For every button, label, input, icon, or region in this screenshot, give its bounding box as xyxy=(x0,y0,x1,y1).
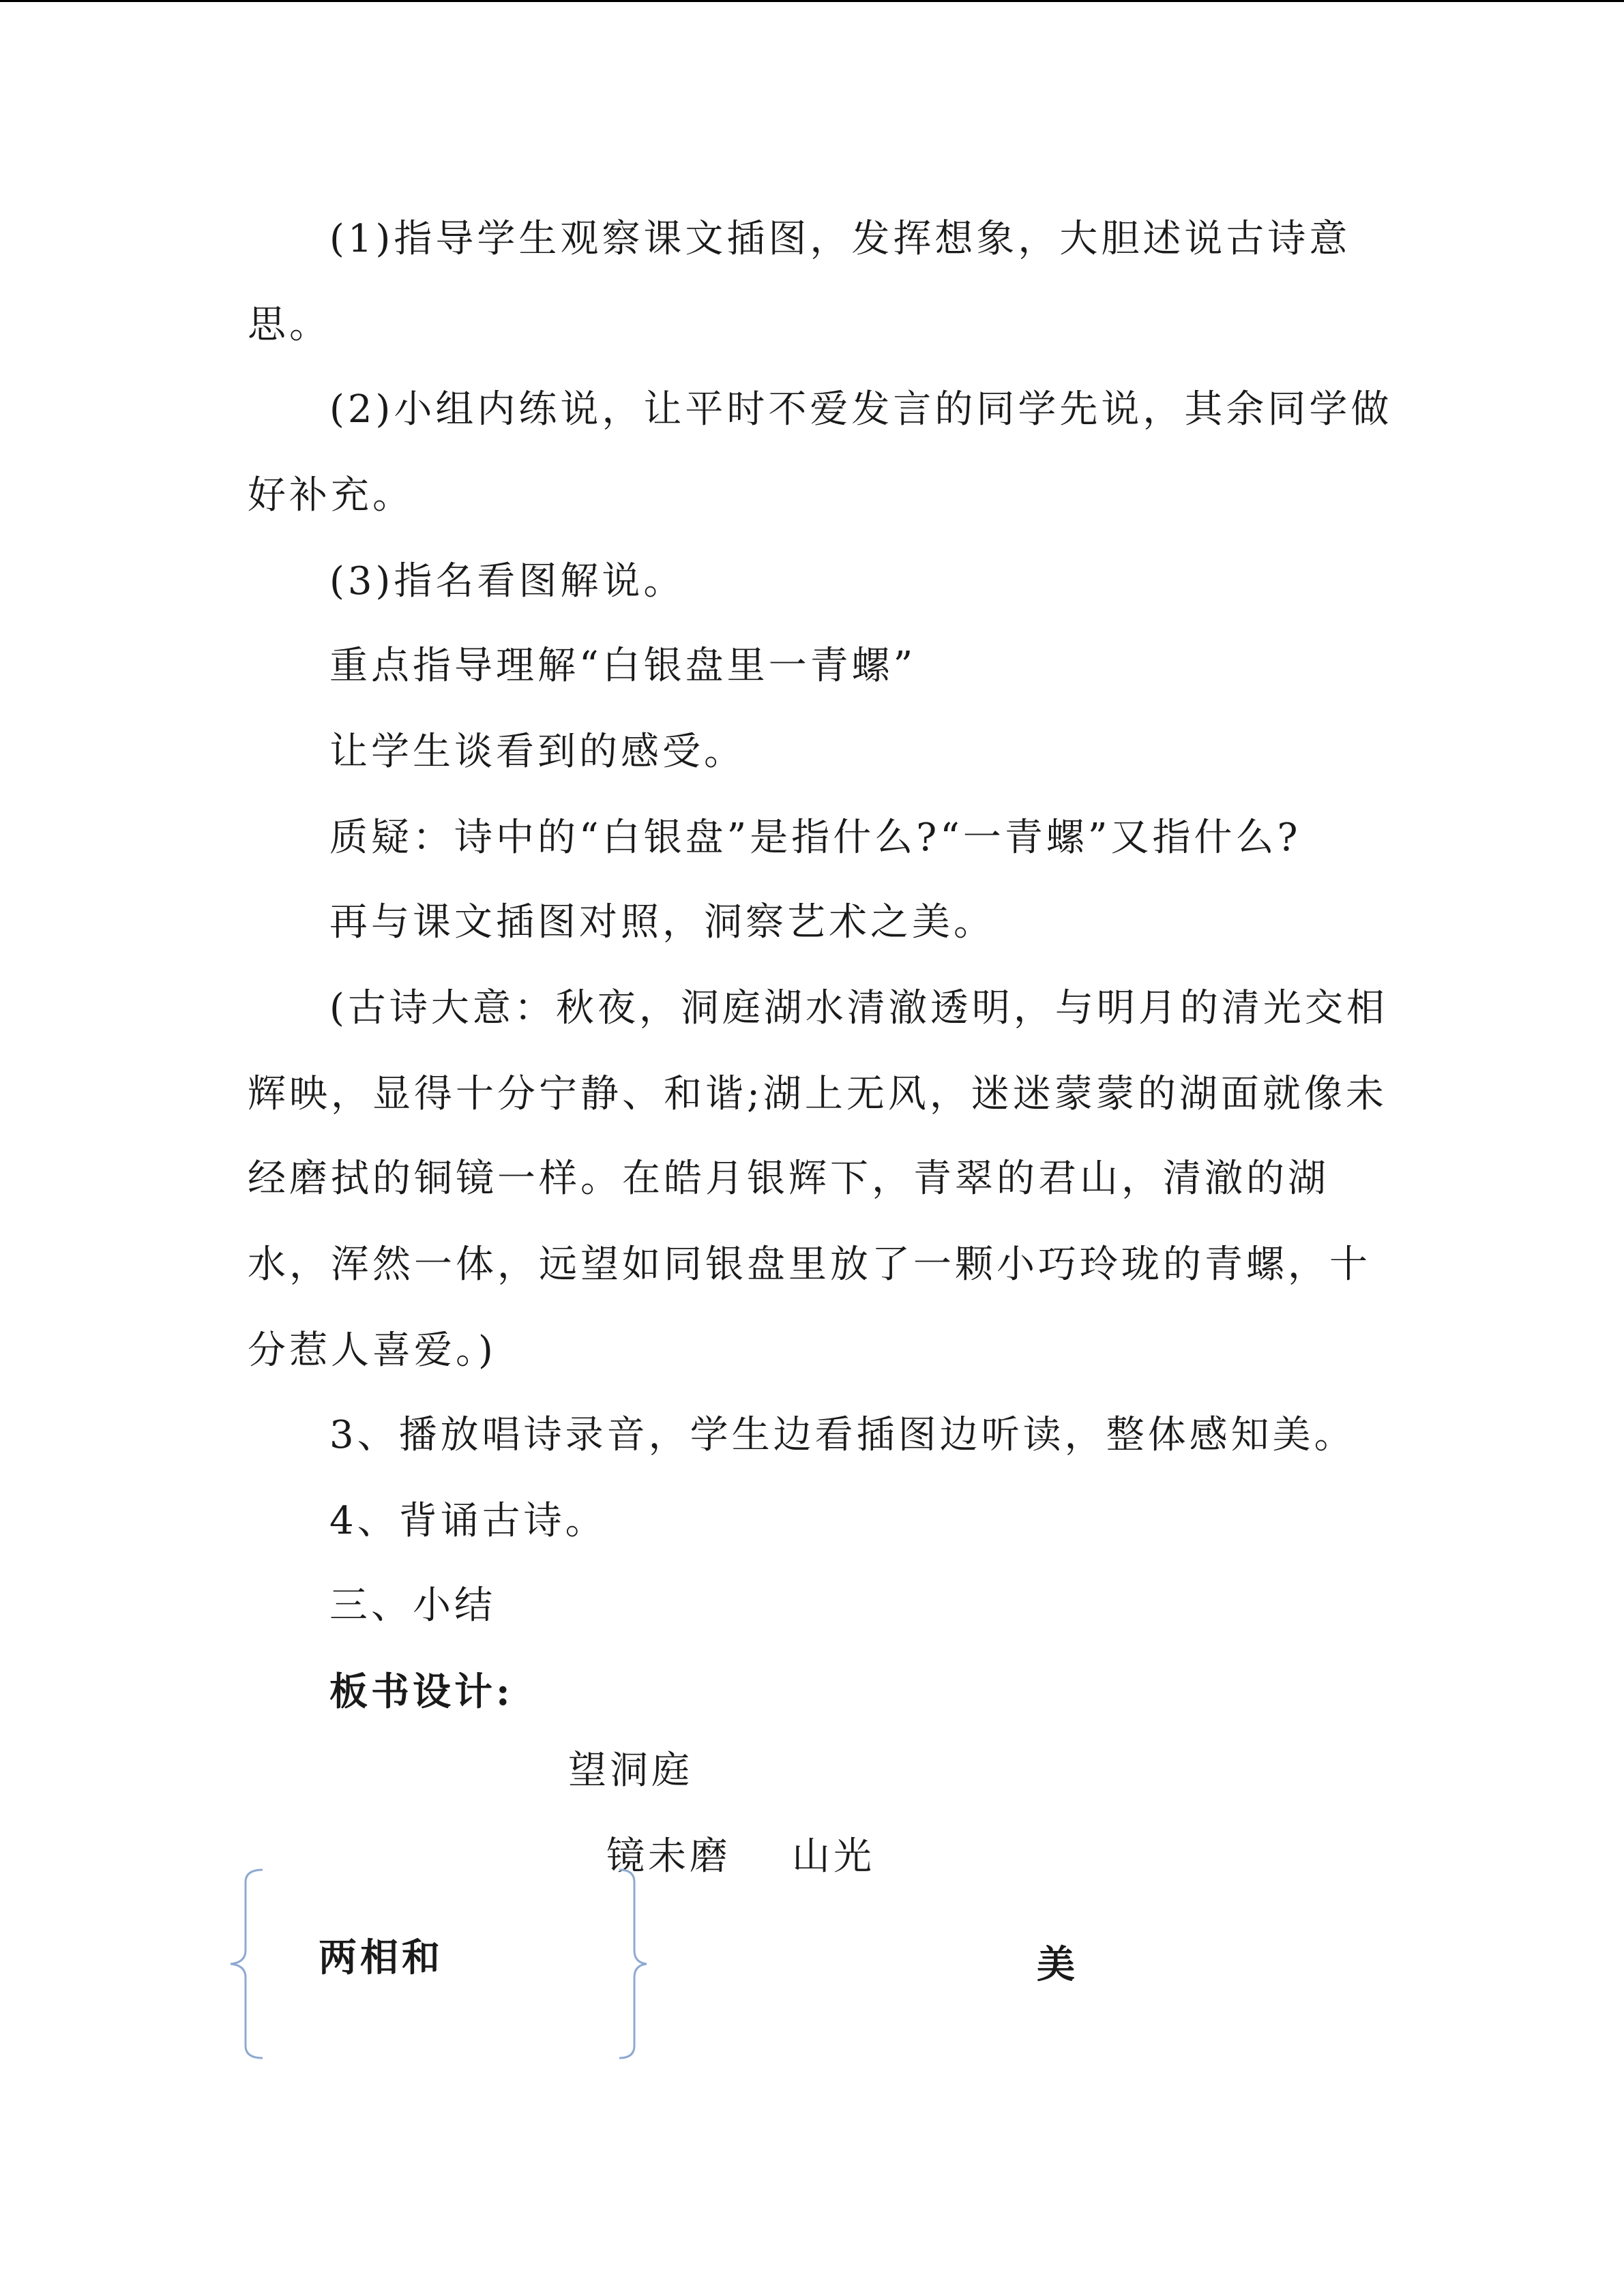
paragraph-line: (古诗大意：秋夜，洞庭湖水清澈透明，与明月的清光交相 xyxy=(329,986,1388,1030)
paragraph-line: 水，浑然一体，远望如同银盘里放了一颗小巧玲珑的青螺，十 xyxy=(248,1242,1371,1287)
paragraph-line: 分惹人喜爱。) xyxy=(248,1328,497,1373)
board-title: 望洞庭 xyxy=(568,1748,693,1793)
board-row1-left: 镜未磨 xyxy=(606,1834,731,1879)
paragraph-line: (3)指名看图解说。 xyxy=(329,559,685,603)
paragraph-line: (1)指导学生观察课文插图，发挥想象，大胆述说古诗意 xyxy=(329,217,1351,261)
paragraph-line: 思。 xyxy=(248,303,331,347)
paragraph-line: (2)小组内练说，让平时不爱发言的同学先说，其余同学做 xyxy=(329,387,1393,432)
page-top-border xyxy=(0,0,1624,2)
paragraph-line: 让学生谈看到的感受。 xyxy=(329,730,745,774)
paragraph-line: 重点指导理解“白银盘里一青螺” xyxy=(329,644,917,688)
right-brace xyxy=(607,1862,648,2066)
paragraph-line: 好补充。 xyxy=(248,473,414,518)
paragraph-line: 经磨拭的铜镜一样。在皓月银辉下，青翠的君山，清澈的湖 xyxy=(248,1157,1329,1201)
paragraph-line: 三、小结 xyxy=(329,1583,496,1628)
board-row1-right: 山光 xyxy=(792,1834,875,1879)
left-brace xyxy=(225,1862,266,2066)
paragraph-line: 质疑：诗中的“白银盘”是指什么?“一青螺”又指什么? xyxy=(329,816,1301,860)
board-middle-left: 两相和 xyxy=(319,1935,443,1980)
board-design-heading: 板书设计: xyxy=(329,1669,514,1714)
paragraph-line: 4、背诵古诗。 xyxy=(329,1499,607,1543)
paragraph-line: 再与课文插图对照，洞察艺术之美。 xyxy=(329,900,995,944)
paragraph-line: 辉映，显得十分宁静、和谐;湖上无风，迷迷蒙蒙的湖面就像未 xyxy=(248,1072,1387,1116)
board-right-char: 美 xyxy=(1037,1942,1078,1987)
paragraph-line: 3、播放唱诗录音，学生边看插图边听读，整体感知美。 xyxy=(329,1413,1356,1457)
